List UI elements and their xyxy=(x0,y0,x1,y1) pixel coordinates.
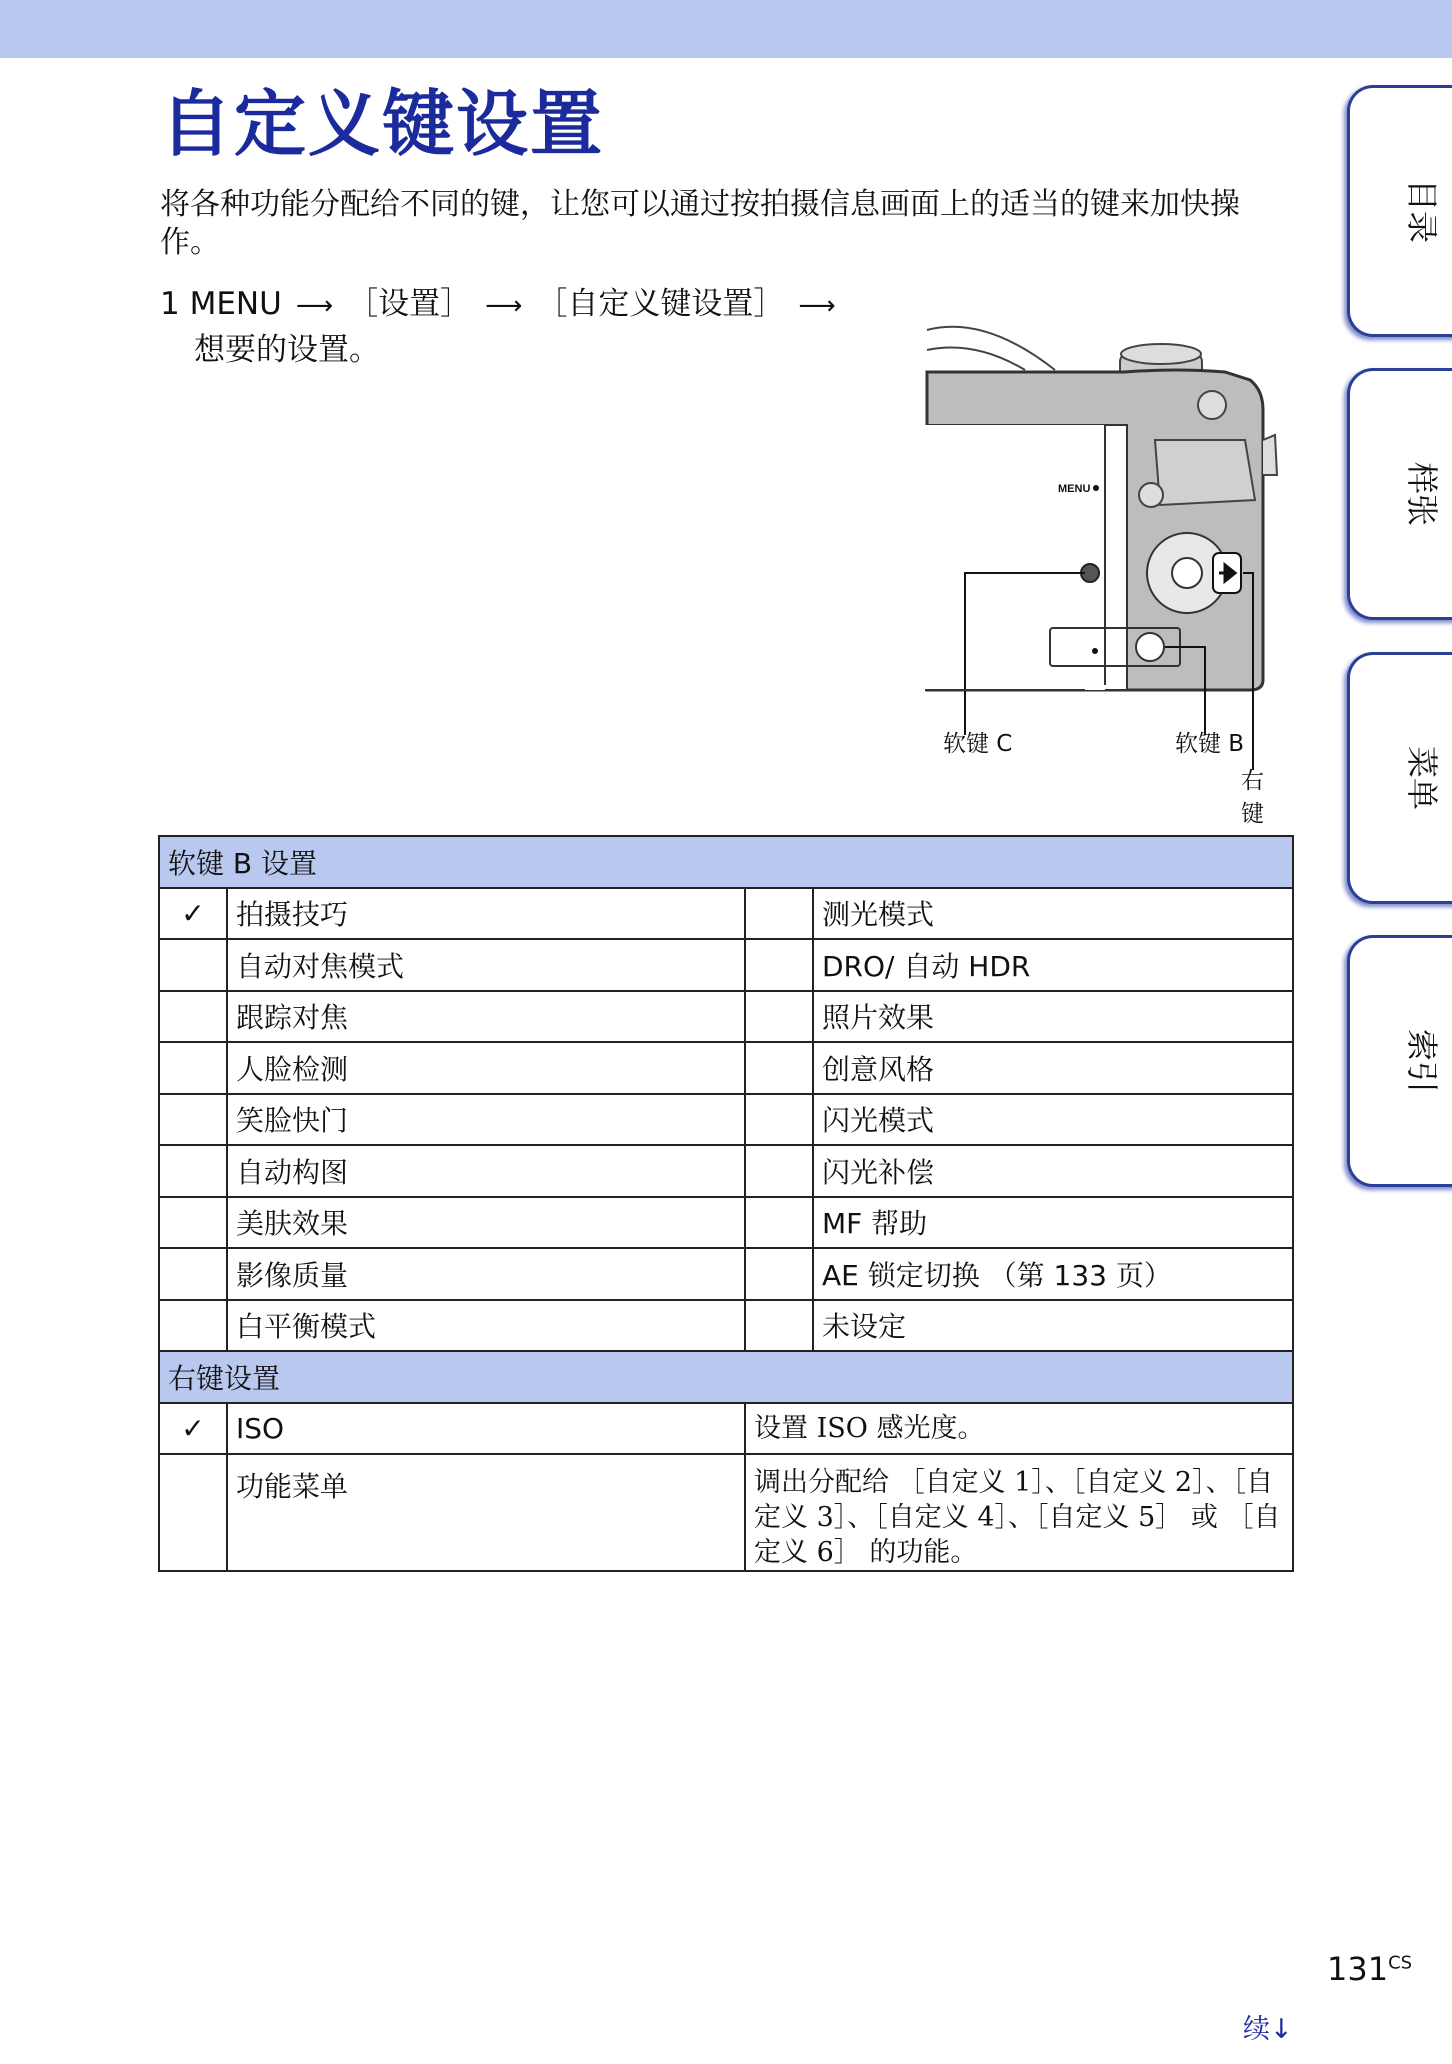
label-right-key: 右键 xyxy=(1241,768,1264,827)
table-header-row xyxy=(159,836,1293,888)
table-row xyxy=(159,1300,1293,1352)
soft-b-option-right: 未设定 xyxy=(813,1300,1293,1352)
right-key-description: 设置 ISO 感光度。 xyxy=(745,1403,1293,1455)
tab-menu[interactable] xyxy=(1347,652,1452,904)
check-cell xyxy=(745,1042,813,1094)
step-part-settings: ［设置］ xyxy=(347,286,472,322)
tab-label: 菜单 xyxy=(1403,745,1442,811)
tab-samples[interactable] xyxy=(1347,368,1452,620)
soft-b-option-right: 闪光模式 xyxy=(813,1094,1293,1146)
check-cell xyxy=(745,939,813,991)
soft-b-option-right: 测光模式 xyxy=(813,888,1293,940)
check-cell xyxy=(745,888,813,940)
camera-illustration xyxy=(925,310,1285,827)
check-icon xyxy=(159,939,227,991)
step-number: 1 xyxy=(160,286,180,322)
tab-index[interactable] xyxy=(1347,935,1452,1187)
soft-b-option-left: 人脸检测 xyxy=(227,1042,745,1094)
tab-label: 索引 xyxy=(1403,1028,1442,1094)
top-banner xyxy=(0,0,1452,58)
label-soft-key-c: 软键 C xyxy=(943,731,1013,757)
check-icon xyxy=(159,1042,227,1094)
page-title: 自定义键设置 xyxy=(160,82,605,166)
soft-b-option-left: 影像质量 xyxy=(227,1248,745,1300)
right-key-header: 右键设置 xyxy=(159,1351,1293,1403)
soft-b-option-left: 自动对焦模式 xyxy=(227,939,745,991)
table-row xyxy=(159,1042,1293,1094)
check-icon xyxy=(159,1300,227,1352)
table-row xyxy=(159,888,1293,940)
check-cell xyxy=(745,991,813,1043)
check-icon xyxy=(159,1197,227,1249)
table-header-row xyxy=(159,1351,1293,1403)
table-row xyxy=(159,939,1293,991)
soft-b-option-left: 笑脸快门 xyxy=(227,1094,745,1146)
right-key-description: 调出分配给 ［自定义 1］、［自定义 2］、［自定义 3］、［自定义 4］、［自定义 5］ 或 ［自定义 6］ 的功能。 xyxy=(745,1454,1293,1571)
soft-b-option-left: 自动构图 xyxy=(227,1145,745,1197)
soft-b-option-left: 美肤效果 xyxy=(227,1197,745,1249)
soft-b-option-left: 拍摄技巧 xyxy=(227,888,745,940)
step-part-menu: MENU xyxy=(189,286,282,322)
table-row xyxy=(159,1248,1293,1300)
tab-label: 样张 xyxy=(1403,461,1442,527)
step-line2: 想要的设置。 xyxy=(194,332,380,368)
menu-label: MENU xyxy=(1058,483,1091,495)
settings-table xyxy=(158,835,1294,1572)
intro-text: 将各种功能分配给不同的键，让您可以通过按拍摄信息画面上的适当的键来加快操作。 xyxy=(160,187,1240,260)
table-row xyxy=(159,1145,1293,1197)
arrow-right-icon: ⟶ xyxy=(798,291,836,321)
page-suffix: CS xyxy=(1388,1952,1413,1974)
step-1 xyxy=(160,282,850,372)
right-key-option: 功能菜单 xyxy=(227,1454,745,1571)
tab-contents[interactable] xyxy=(1347,85,1452,337)
soft-b-option-right: 创意风格 xyxy=(813,1042,1293,1094)
check-icon xyxy=(159,1145,227,1197)
soft-b-header: 软键 B 设置 xyxy=(159,836,1293,888)
table-row xyxy=(159,1403,1293,1455)
soft-b-option-right: AE 锁定切换 （第 133 页） xyxy=(813,1248,1293,1300)
tab-label: 目录 xyxy=(1403,178,1442,244)
soft-b-option-left: 白平衡模式 xyxy=(227,1300,745,1352)
soft-b-option-right: DRO/ 自动 HDR xyxy=(813,939,1293,991)
check-icon xyxy=(159,1094,227,1146)
check-cell xyxy=(745,1300,813,1352)
check-cell xyxy=(745,1197,813,1249)
arrow-right-icon: ⟶ xyxy=(295,291,334,321)
page-number xyxy=(1327,1950,1412,1988)
soft-b-option-left: 跟踪对焦 xyxy=(227,991,745,1043)
soft-b-option-right: MF 帮助 xyxy=(813,1197,1293,1249)
check-icon xyxy=(159,1454,227,1571)
table-row xyxy=(159,1454,1293,1571)
table-row xyxy=(159,1094,1293,1146)
table-row xyxy=(159,991,1293,1043)
soft-b-body xyxy=(159,888,1293,1352)
right-key-option: ISO xyxy=(227,1403,745,1455)
step-part-custom-key: ［自定义键设置］ xyxy=(536,286,785,322)
check-icon xyxy=(159,1248,227,1300)
check-icon: ✓ xyxy=(159,888,227,940)
check-cell xyxy=(745,1094,813,1146)
soft-b-option-right: 照片效果 xyxy=(813,991,1293,1043)
check-cell xyxy=(745,1145,813,1197)
label-soft-key-b: 软键 B xyxy=(1175,731,1245,757)
table-row xyxy=(159,1197,1293,1249)
right-key-body xyxy=(159,1403,1293,1572)
continued-link[interactable]: 续↓ xyxy=(1243,2014,1293,2045)
check-icon xyxy=(159,991,227,1043)
check-icon: ✓ xyxy=(159,1403,227,1455)
arrow-right-icon: ⟶ xyxy=(485,291,523,321)
check-cell xyxy=(745,1248,813,1300)
page-number-value: 131 xyxy=(1327,1950,1389,1988)
soft-b-option-right: 闪光补偿 xyxy=(813,1145,1293,1197)
